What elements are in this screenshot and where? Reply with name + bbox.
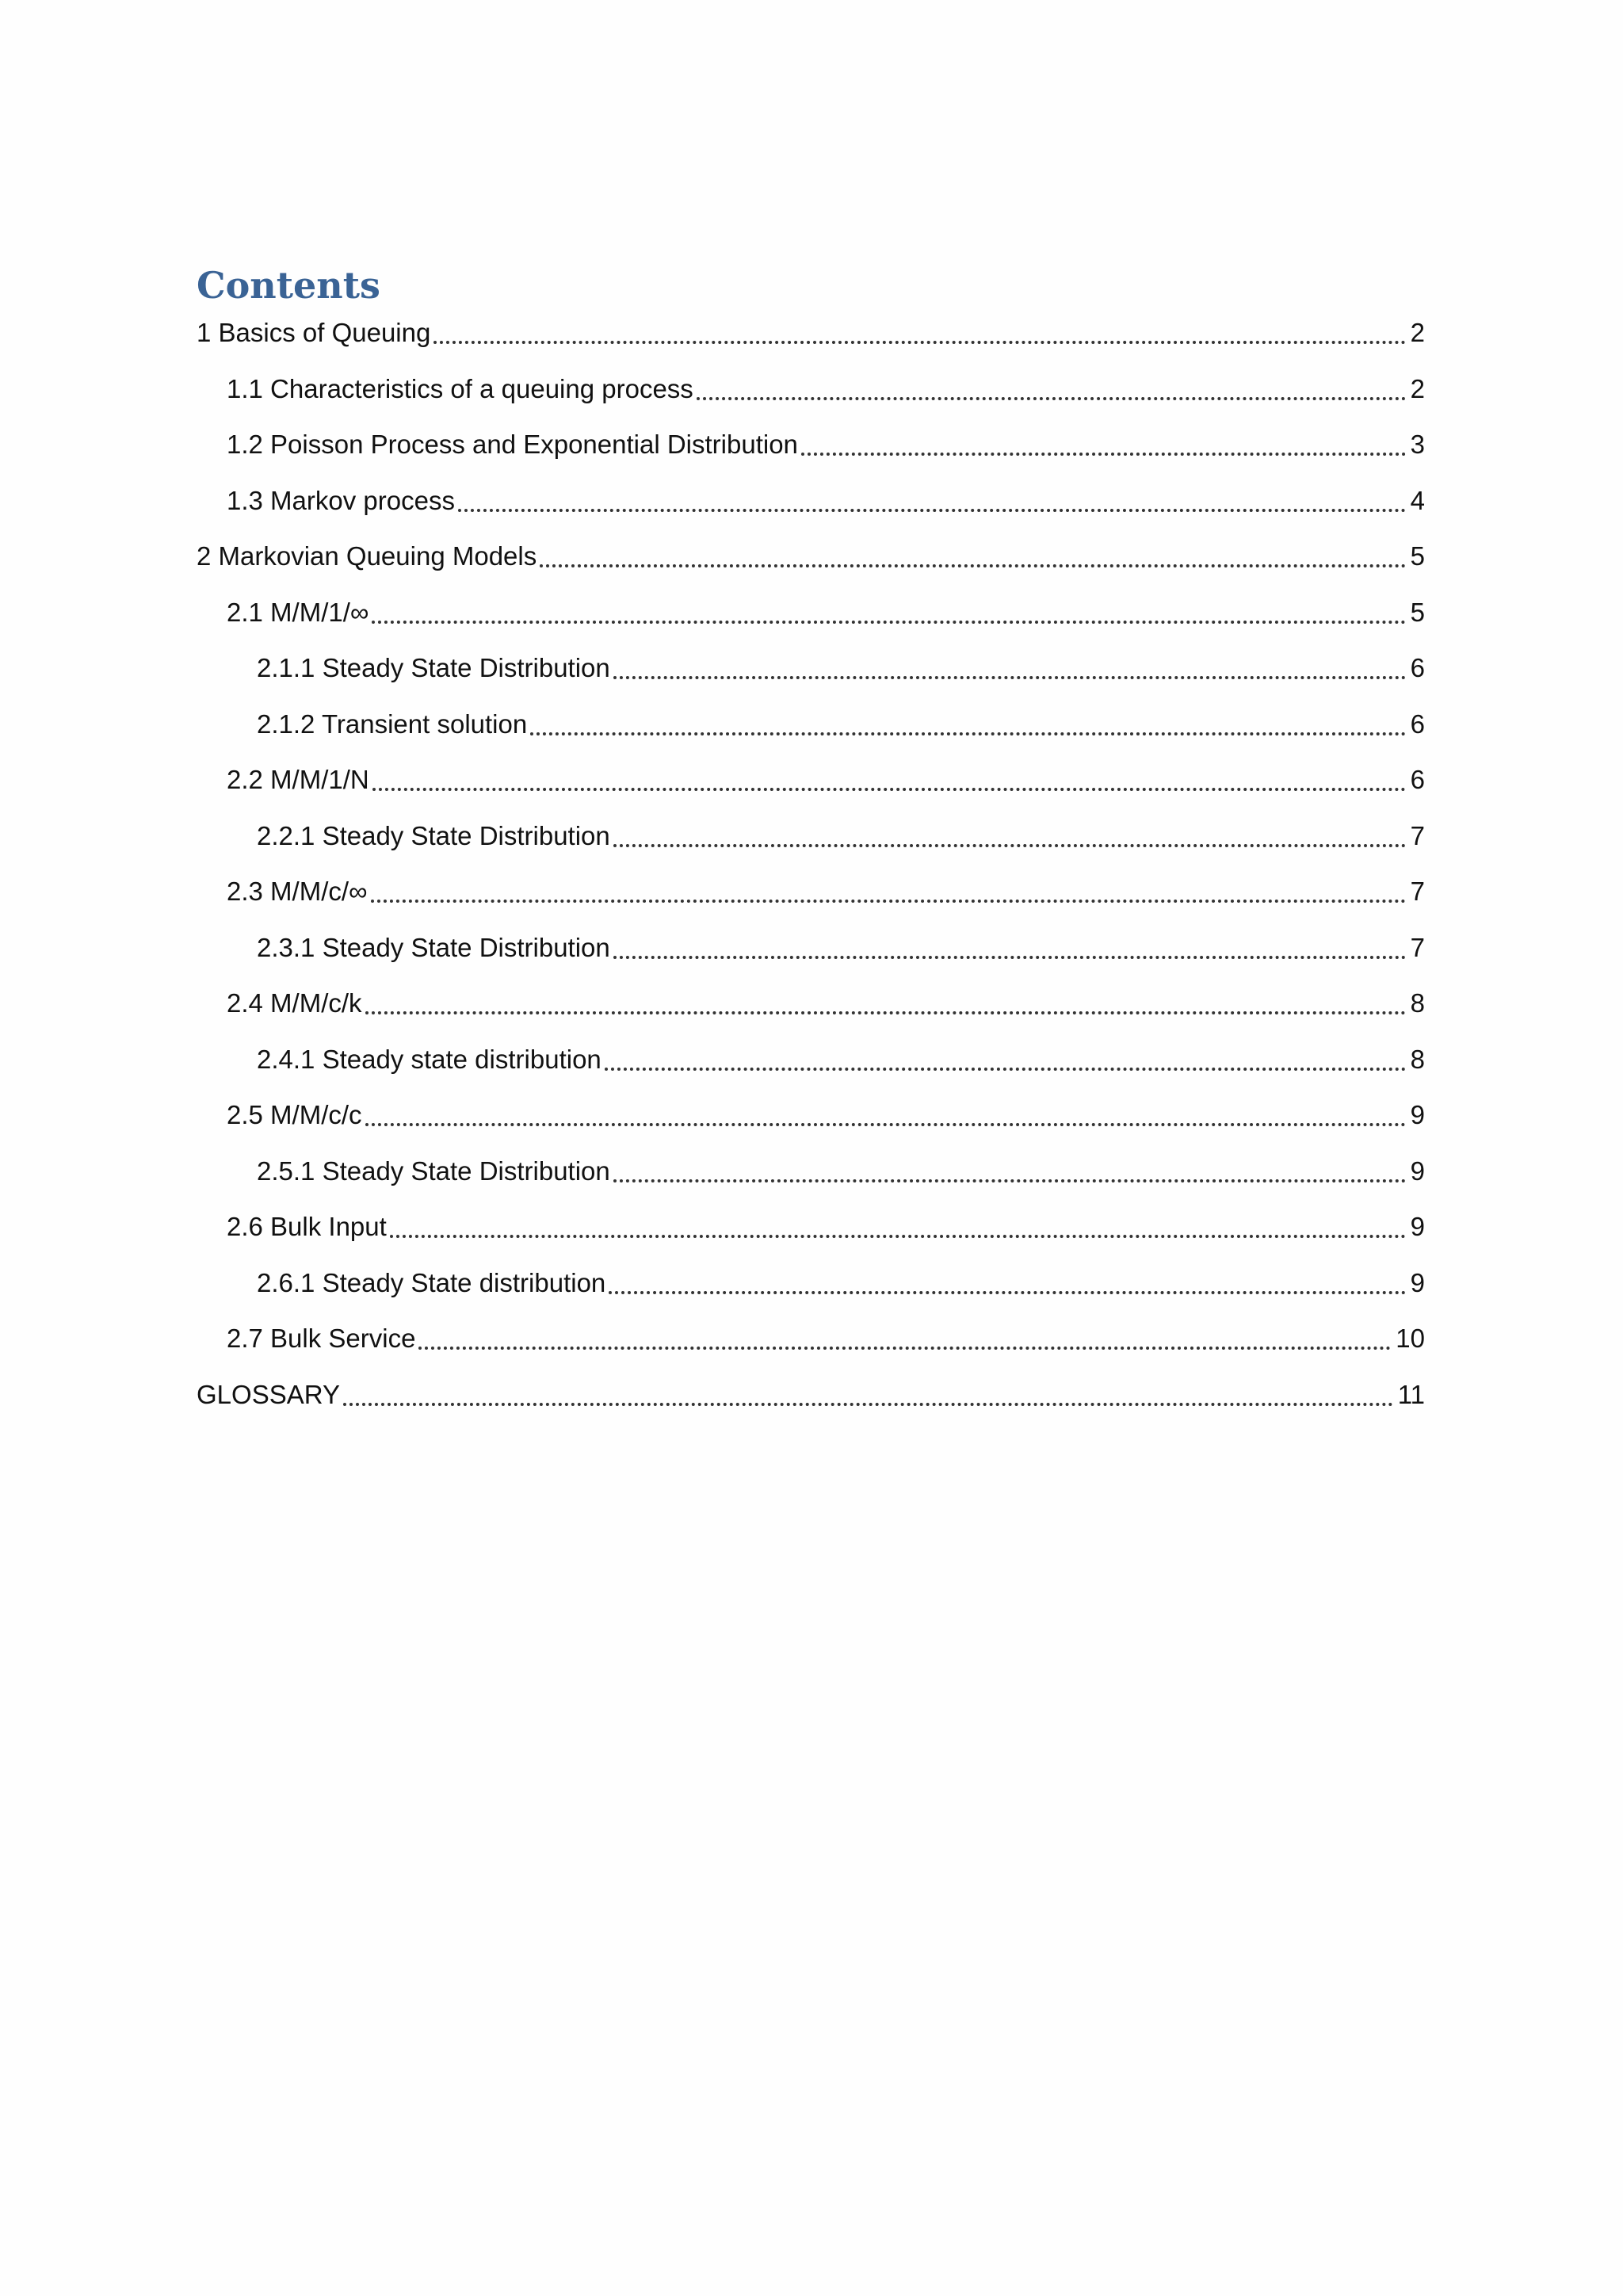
dot-leader — [418, 1320, 1391, 1357]
toc-entry-page-number: 9 — [1410, 1267, 1425, 1297]
toc-entry-page-number: 9 — [1410, 1156, 1425, 1186]
toc-entry-label: 2.5 M/M/c/c — [227, 1100, 362, 1129]
toc-entry[interactable] — [197, 818, 1425, 874]
dot-leader — [371, 873, 1406, 910]
toc-entry-label: 2.4 M/M/c/k — [227, 988, 362, 1018]
toc-entry-page-number: 10 — [1396, 1324, 1425, 1353]
toc-entry-page-number: 6 — [1410, 653, 1425, 682]
toc-entry[interactable] — [197, 371, 1425, 427]
toc-entry[interactable] — [197, 538, 1425, 594]
dot-leader — [390, 1209, 1406, 1245]
toc-entry[interactable] — [197, 762, 1425, 818]
dot-leader — [540, 538, 1405, 575]
toc-entry[interactable] — [197, 1097, 1425, 1153]
dot-leader — [613, 930, 1406, 966]
table-of-contents — [197, 315, 1425, 1432]
toc-entry[interactable] — [197, 483, 1425, 539]
toc-entry-label: 1.1 Characteristics of a queuing process — [227, 373, 693, 403]
toc-entry-page-number: 7 — [1410, 820, 1425, 850]
toc-entry-label: 2.2.1 Steady State Distribution — [257, 820, 610, 850]
toc-entry-page-number: 3 — [1410, 430, 1425, 459]
dot-leader — [372, 762, 1406, 798]
toc-entry[interactable] — [197, 930, 1425, 986]
toc-entry[interactable] — [197, 1041, 1425, 1098]
toc-entry[interactable] — [197, 873, 1425, 930]
toc-entry-page-number: 9 — [1410, 1100, 1425, 1129]
toc-entry-page-number: 4 — [1410, 485, 1425, 515]
toc-entry[interactable] — [197, 594, 1425, 651]
toc-entry[interactable] — [197, 650, 1425, 706]
toc-entry-label: 2 Markovian Queuing Models — [197, 541, 537, 571]
dot-leader — [343, 1377, 1393, 1413]
toc-entry-label: GLOSSARY — [197, 1379, 340, 1409]
toc-entry-page-number: 5 — [1410, 541, 1425, 571]
toc-entry-page-number: 2 — [1410, 318, 1425, 347]
toc-entry-page-number: 7 — [1410, 932, 1425, 962]
dot-leader — [613, 650, 1406, 686]
dot-leader — [530, 706, 1405, 743]
dot-leader — [697, 371, 1406, 407]
dot-leader — [365, 1097, 1406, 1133]
toc-entry-page-number: 8 — [1410, 988, 1425, 1018]
toc-entry[interactable] — [197, 315, 1425, 371]
toc-entry-label: 1.2 Poisson Process and Exponential Distribution — [227, 430, 798, 459]
toc-entry-label: 2.5.1 Steady State Distribution — [257, 1156, 610, 1186]
toc-entry-label: 2.3.1 Steady State Distribution — [257, 932, 610, 962]
toc-entry-label: 2.6.1 Steady State distribution — [257, 1267, 606, 1297]
toc-entry-label: 2.1.1 Steady State Distribution — [257, 653, 610, 682]
toc-entry-label: 2.2 M/M/1/N — [227, 765, 369, 794]
toc-entry-label: 2.4.1 Steady state distribution — [257, 1044, 601, 1074]
toc-entry-page-number: 6 — [1410, 709, 1425, 739]
contents-heading: Contents — [197, 264, 380, 307]
toc-entry[interactable] — [197, 706, 1425, 762]
toc-entry[interactable] — [197, 1377, 1425, 1433]
dot-leader — [372, 594, 1405, 631]
toc-entry-page-number: 11 — [1397, 1379, 1425, 1409]
toc-entry-page-number: 2 — [1410, 373, 1425, 403]
dot-leader — [433, 315, 1405, 351]
toc-entry[interactable] — [197, 1265, 1425, 1321]
toc-entry-page-number: 8 — [1410, 1044, 1425, 1074]
toc-entry-label: 2.6 Bulk Input — [227, 1212, 387, 1241]
toc-entry-page-number: 6 — [1410, 765, 1425, 794]
dot-leader — [458, 483, 1406, 519]
dot-leader — [801, 426, 1406, 463]
toc-entry-label: 2.3 M/M/c/∞ — [227, 877, 368, 906]
toc-entry-label: 2.1 M/M/1/∞ — [227, 597, 369, 627]
toc-entry-page-number: 5 — [1410, 597, 1425, 627]
dot-leader — [613, 1153, 1406, 1190]
toc-entry-label: 2.1.2 Transient solution — [257, 709, 528, 739]
toc-entry-label: 2.7 Bulk Service — [227, 1324, 416, 1353]
toc-entry[interactable] — [197, 1209, 1425, 1265]
dot-leader — [609, 1265, 1405, 1301]
toc-entry-page-number: 7 — [1410, 877, 1425, 906]
toc-entry[interactable] — [197, 1320, 1425, 1377]
toc-entry[interactable] — [197, 1153, 1425, 1209]
toc-entry-page-number: 9 — [1410, 1212, 1425, 1241]
toc-entry-label: 1.3 Markov process — [227, 485, 455, 515]
toc-entry-label: 1 Basics of Queuing — [197, 318, 431, 347]
toc-entry[interactable] — [197, 426, 1425, 483]
dot-leader — [605, 1041, 1406, 1078]
toc-entry[interactable] — [197, 985, 1425, 1041]
dot-leader — [365, 985, 1406, 1022]
dot-leader — [613, 818, 1406, 854]
